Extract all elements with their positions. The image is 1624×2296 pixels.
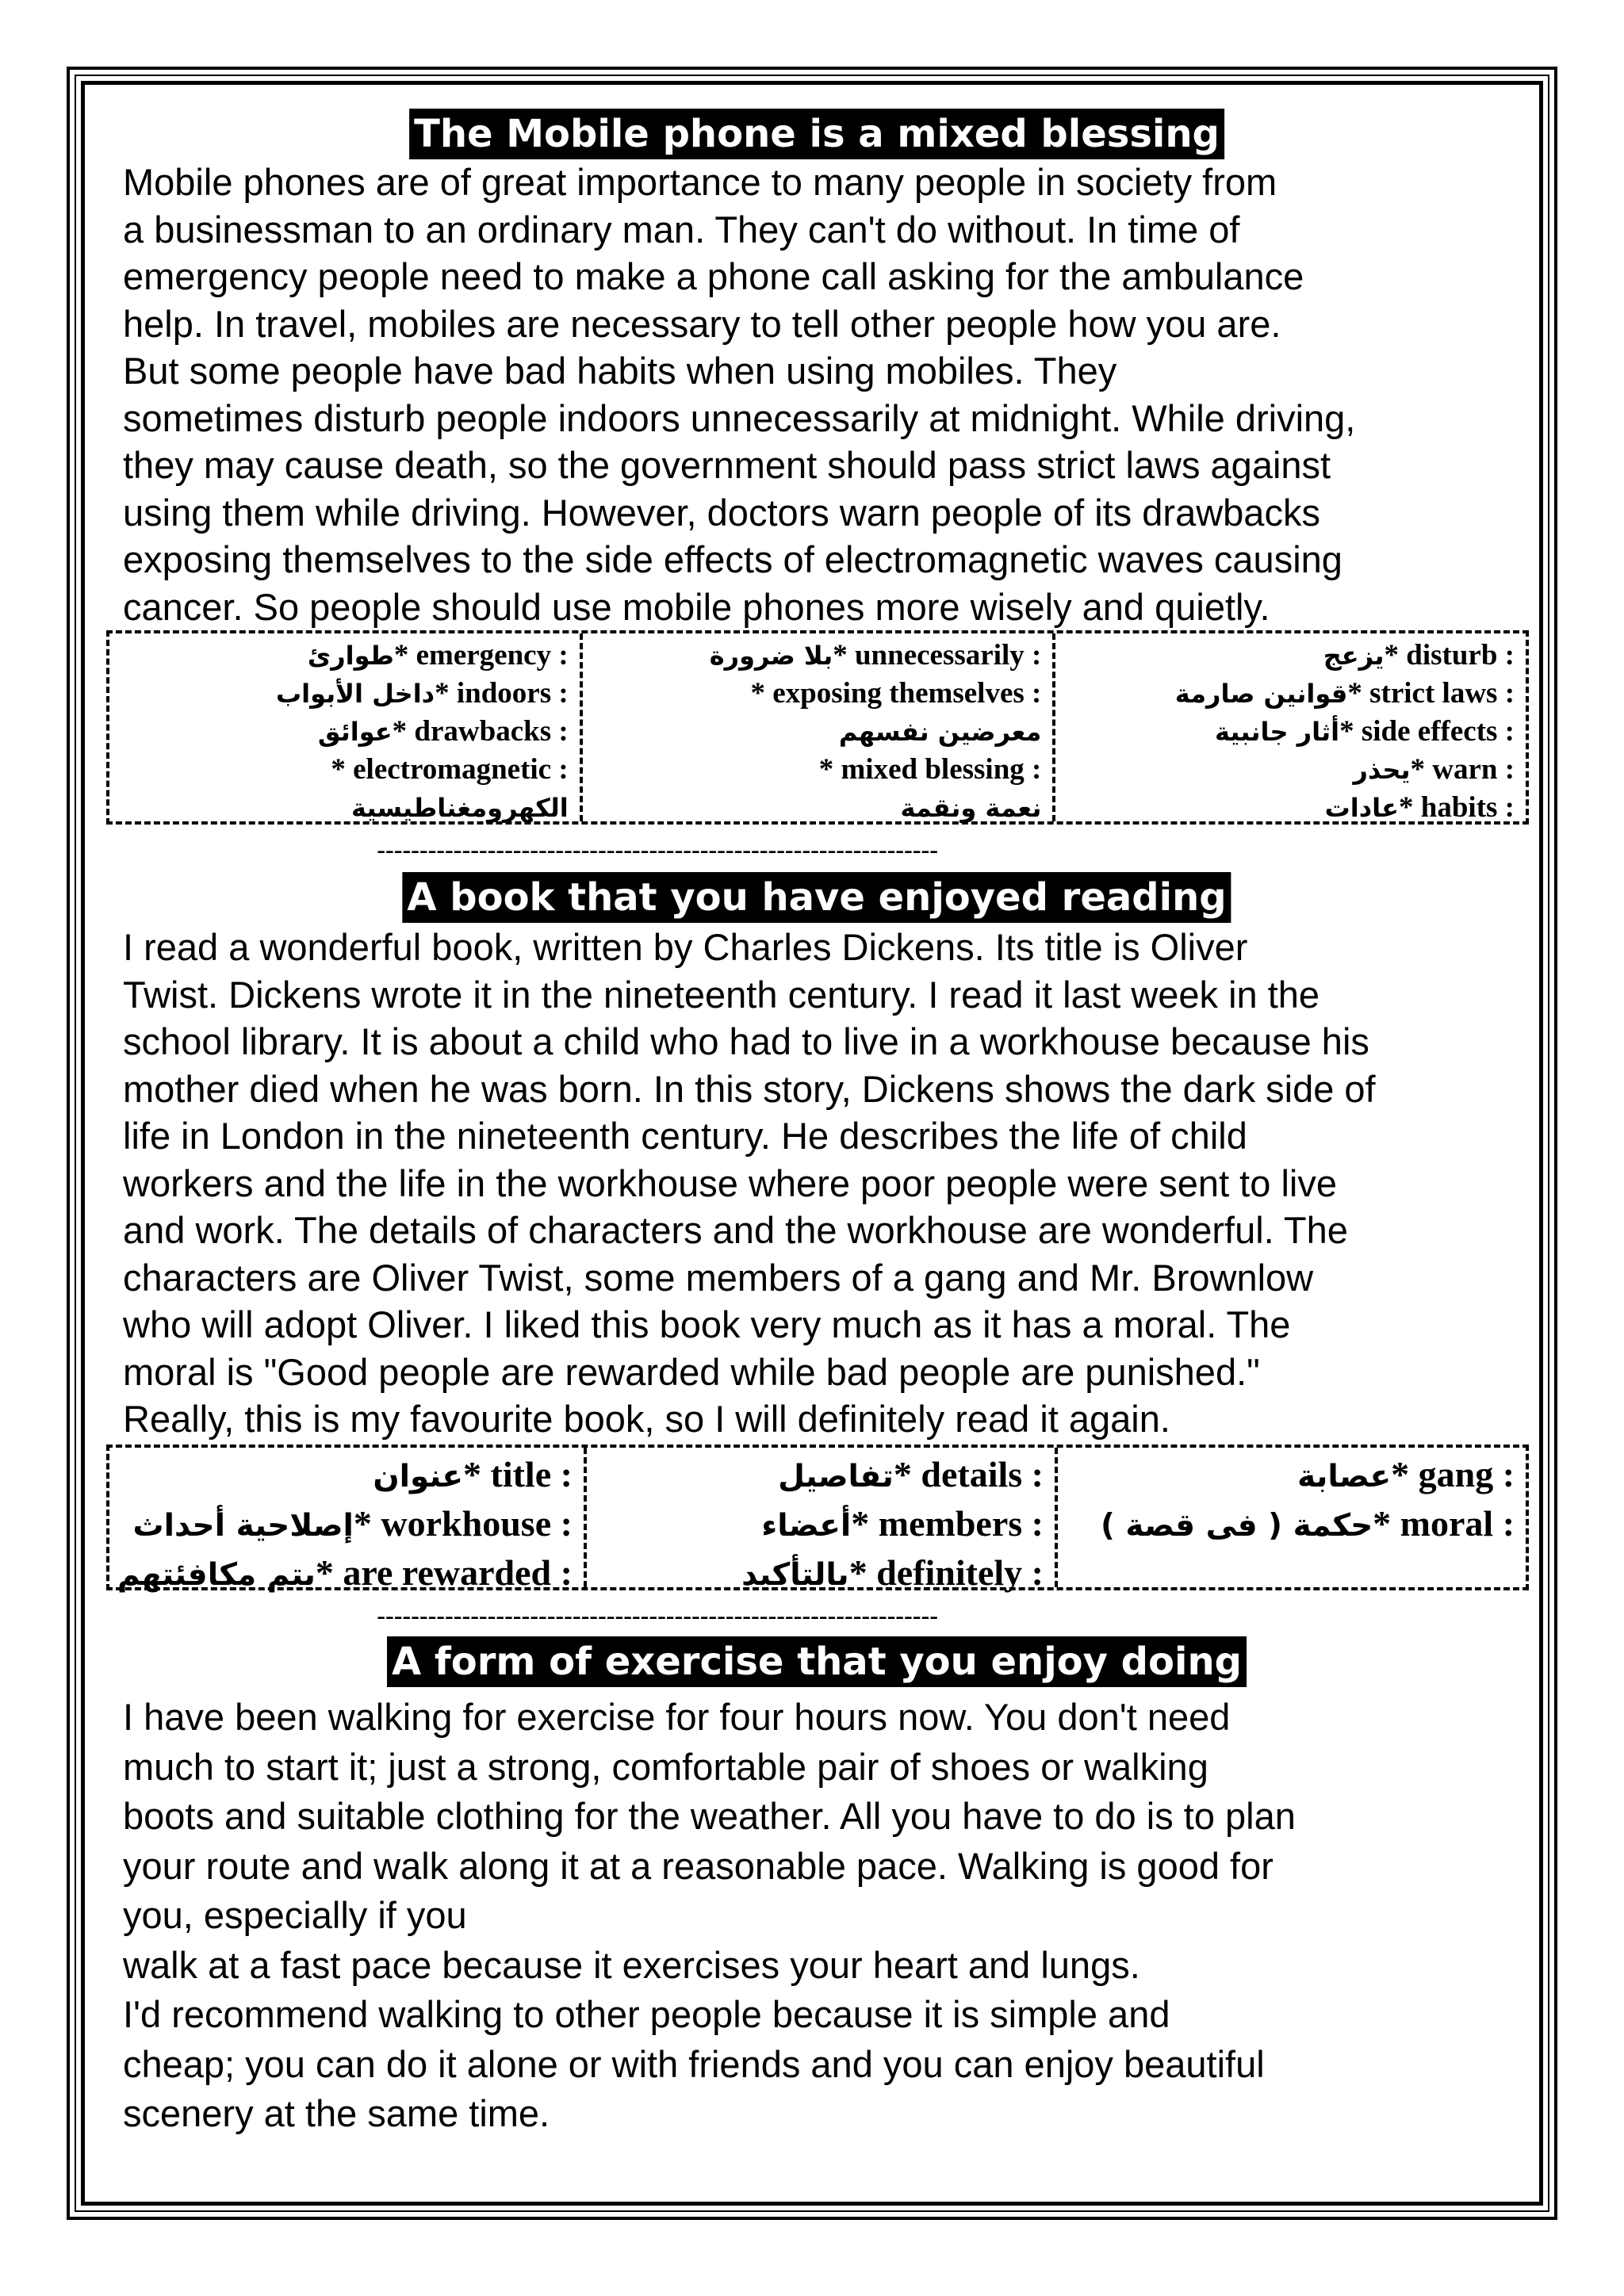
vocab-entry: معرضين نفسهم [838,717,1042,747]
vocab-column [1052,633,1526,824]
text-line: I read a wonderful book, written by Charles Dickens. Its title is Oliver [123,926,1248,968]
vocabulary-box-book [106,1445,1529,1593]
text-line: they may cause death, so the government should pass strict laws against [123,444,1331,486]
vocabulary-box-mobile-phone [106,630,1529,825]
text-line: much to start it; just a strong, comfortable pair of shoes or walking [123,1745,1208,1788]
vocab-entry: يزعج* disturb : [1323,639,1515,672]
text-line: I have been walking for exercise for four hours now. You don't need [123,1696,1231,1738]
vocab-entry: داخل الأبواب* indoors : [275,677,569,710]
vocab-entry: الكهرومغناطيسية [350,793,569,823]
section-title-mobile-phone: The Mobile phone is a mixed blessing [409,109,1224,159]
vocab-column [1055,1448,1526,1587]
vocab-entry: طوارئ* emergency : [307,639,569,672]
text-line: your route and walk along it at a reasonable pace. Walking is good for [123,1844,1274,1887]
text-line: sometimes disturb people indoors unnecessarily at midnight. While driving, [123,396,1356,439]
text-line: But some people have bad habits when using mobiles. They [123,350,1117,392]
text-line: school library. It is about a child who had to live in a workhouse because his [123,1020,1369,1062]
paragraph-book [123,924,1503,1443]
vocab-entry: بلا ضرورة* unnecessarily : [709,639,1042,672]
text-line: exposing themselves to the side effects of electromagnetic waves causing [123,538,1342,580]
text-line: characters are Oliver Twist, some members of a gang and Mr. Brownlow [123,1256,1314,1299]
text-line: walk at a fast pace because it exercises your heart and lungs. [123,1943,1140,1986]
vocab-entry: نعمة ونقمة [900,793,1042,823]
vocab-entry: عادات* habits : [1324,791,1515,824]
text-line: using them while driving. However, doctors warn people of its drawbacks [123,491,1320,534]
vocab-column [580,633,1053,821]
vocab-entry: يتم مكافئتهم* are rewarded : [117,1552,573,1593]
text-line: life in London in the nineteenth century. He describes the life of child [123,1115,1247,1157]
text-line: a businessman to an ordinary man. They can't do without. In time of [123,208,1240,251]
text-line: emergency people need to make a phone call asking for the ambulance [123,255,1304,297]
section-separator: ------------------------------------------------------------------ [377,1605,938,1628]
text-line: workers and the life in the workhouse where poor people were sent to live [123,1161,1337,1204]
text-line: I'd recommend walking to other people because it is simple and [123,1993,1170,2035]
vocab-entry: * exposing themselves : [750,677,1042,710]
text-line: moral is "Good people are rewarded while bad people are punished." [123,1350,1260,1393]
text-line: scenery at the same time. [123,2092,550,2134]
text-line: Twist. Dickens wrote it in the nineteenth century. I read it last week in the [123,973,1320,1016]
vocab-entry: أعضاء* members : [761,1503,1044,1544]
vocab-entry: أثار جانبية* side effects : [1214,715,1515,748]
vocab-entry: * electromagnetic : [331,753,569,786]
vocab-entry: يحذر* warn : [1353,753,1515,786]
vocab-column [584,1448,1055,1593]
text-line: cheap; you can do it alone or with friends and you can enjoy beautiful [123,2042,1265,2085]
text-line: and work. The details of characters and the workhouse are wonderful. The [123,1209,1348,1251]
vocab-entry: بالتأكيد* definitely : [741,1552,1044,1593]
vocab-entry: * mixed blessing : [818,753,1042,786]
section-separator: ------------------------------------------------------------------ [377,839,938,863]
text-line: boots and suitable clothing for the weather. All you have to do is to plan [123,1795,1296,1837]
paragraph-exercise [123,1693,1503,2139]
text-line: you, especially if you [123,1894,467,1936]
vocab-entry: عوائق* drawbacks : [317,715,569,748]
vocab-column [109,633,580,821]
vocab-column [109,1448,584,1593]
text-line: mother died when he was born. In this story, Dickens shows the dark side of [123,1067,1376,1110]
vocab-entry: قوانين صارمة* strict laws : [1174,677,1515,710]
vocab-entry: إصلاحية أحداث* workhouse : [132,1503,573,1544]
text-line: who will adopt Oliver. I liked this book very much as it has a moral. The [123,1303,1291,1345]
vocab-entry: عصابة* gang : [1297,1454,1515,1494]
text-line: help. In travel, mobiles are necessary to tell other people how you are. [123,302,1281,345]
text-line: Really, this is my favourite book, so I will definitely read it again. [123,1398,1170,1440]
vocab-entry: تفاصيل* details : [778,1454,1044,1494]
text-line: Mobile phones are of great importance to many people in society from [123,161,1277,203]
section-title-book: A book that you have enjoyed reading [402,872,1231,923]
section-title-exercise: A form of exercise that you enjoy doing [387,1636,1247,1687]
vocab-entry: حكمة ( فى قصة )* moral : [1101,1503,1515,1544]
text-line: cancer. So people should use mobile phones more wisely and quietly. [123,585,1270,628]
paragraph-mobile-phone [123,159,1503,630]
vocab-entry: عنوان* title : [373,1454,573,1494]
